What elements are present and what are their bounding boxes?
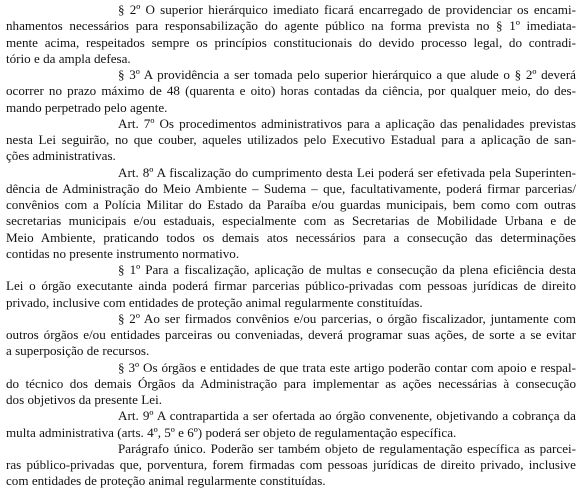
paragraph-art9-sole [6, 441, 576, 490]
text-line: Meio Ambiente, praticando todos os demais atos necessários para a consecução das determinações [6, 229, 576, 245]
text-line: multa administrativa (arts. 4º, 5º e 6º) poderá ser objeto de regulamentação específica. [6, 424, 457, 440]
text-line: tório e da ampla defesa. [6, 50, 131, 66]
paragraph-art9 [6, 408, 576, 441]
text-line: secretarias municipais e/ou estaduais, especialmente com as Secretarias de Mobilidade Urbana e de [6, 213, 576, 229]
text-line: ções administrativas. [6, 148, 116, 164]
text-line: privado, inclusive com entidades de proteção animal regularmente constituídas. [6, 294, 423, 310]
text-line: dência de Administração do Meio Ambiente – Sudema – que, facultativamente, poderá firmar parcerias/ [6, 180, 576, 196]
text-line: ras público-privadas que, porventura, forem firmadas com pessoas jurídicas de direito privado, inclusive [6, 457, 576, 472]
text-line: Parágrafo único. Poderão ser também objeto de regulamentação específica as parcei- [118, 440, 576, 456]
paragraph-art8 [6, 165, 576, 263]
text-line: mente acima, respeitados sempre os princípios constitucionais do devido processo legal, do contradi- [6, 34, 576, 50]
text-line: ocorrer no prazo máximo de 48 (quarenta e oito) horas contadas da ciência, por qualquer meio, do des- [6, 83, 576, 99]
document-body [6, 2, 576, 490]
text-line: Art. 8º A fiscalização do cumprimento desta Lei poderá ser efetivada pela Superinten- [118, 164, 576, 180]
text-line: dos objetivos da presente Lei. [6, 392, 162, 407]
text-line: Art. 7º Os procedimentos administrativos para a aplicação das penalidades previstas [118, 115, 576, 131]
text-line: nesta Lei seguirão, no que couber, aqueles utilizados pelo Executivo Estadual para a aplicação de san- [6, 132, 576, 147]
text-line: Art. 9º A contrapartida a ser ofertada ao órgão convenente, objetivando a cobrança da [118, 408, 576, 424]
text-line: mando perpetrado pelo agente. [6, 99, 168, 115]
paragraph-art8-para2 [6, 311, 576, 360]
text-line: § 2º Ao ser firmados convênios e/ou parcerias, o órgão fiscalizador, juntamente com [118, 310, 576, 326]
paragraph-art7 [6, 116, 576, 165]
text-line: nhamentos necessários para responsabilização do agente público na forma prevista no § 1º imediata- [6, 18, 576, 34]
text-line: com entidades de proteção animal regularmente constituídas. [6, 473, 326, 489]
text-line: a superposição de recursos. [6, 343, 150, 359]
text-line: § 1º Para a fiscalização, aplicação de multas e consecução da plena eficiência desta [118, 262, 576, 277]
text-line: outros órgãos e/ou entidades parceiras ou conveniadas, deverá programar suas ações, de sorte a se evitar [6, 327, 576, 342]
text-line: § 3º Os órgãos e entidades de que trata este artigo poderão contar com apoio e respal- [118, 359, 576, 375]
paragraph-art6-para3 [6, 67, 576, 116]
text-line: convênios com a Polícia Militar do Estado da Paraíba e/ou guardas municipais, bem como com outras [6, 197, 576, 212]
paragraph-art8-para3 [6, 360, 576, 409]
text-line: § 3º A providência a ser tomada pelo superior hierárquico a que alude o § 2º deverá [118, 67, 576, 82]
text-line: Lei o órgão executante ainda poderá firmar parcerias público-privadas com pessoas jurídicas de direito [6, 278, 576, 294]
text-line: § 2º O superior hierárquico imediato ficará encarregado de providenciar os encami- [118, 2, 576, 17]
text-line: do técnico dos demais Órgãos da Administração para implementar as ações necessárias à consecução [6, 375, 576, 391]
text-line: contidas no presente instrumento normativo. [6, 245, 240, 261]
paragraph-art8-para1 [6, 262, 576, 311]
paragraph-art6-para2 [6, 2, 576, 67]
